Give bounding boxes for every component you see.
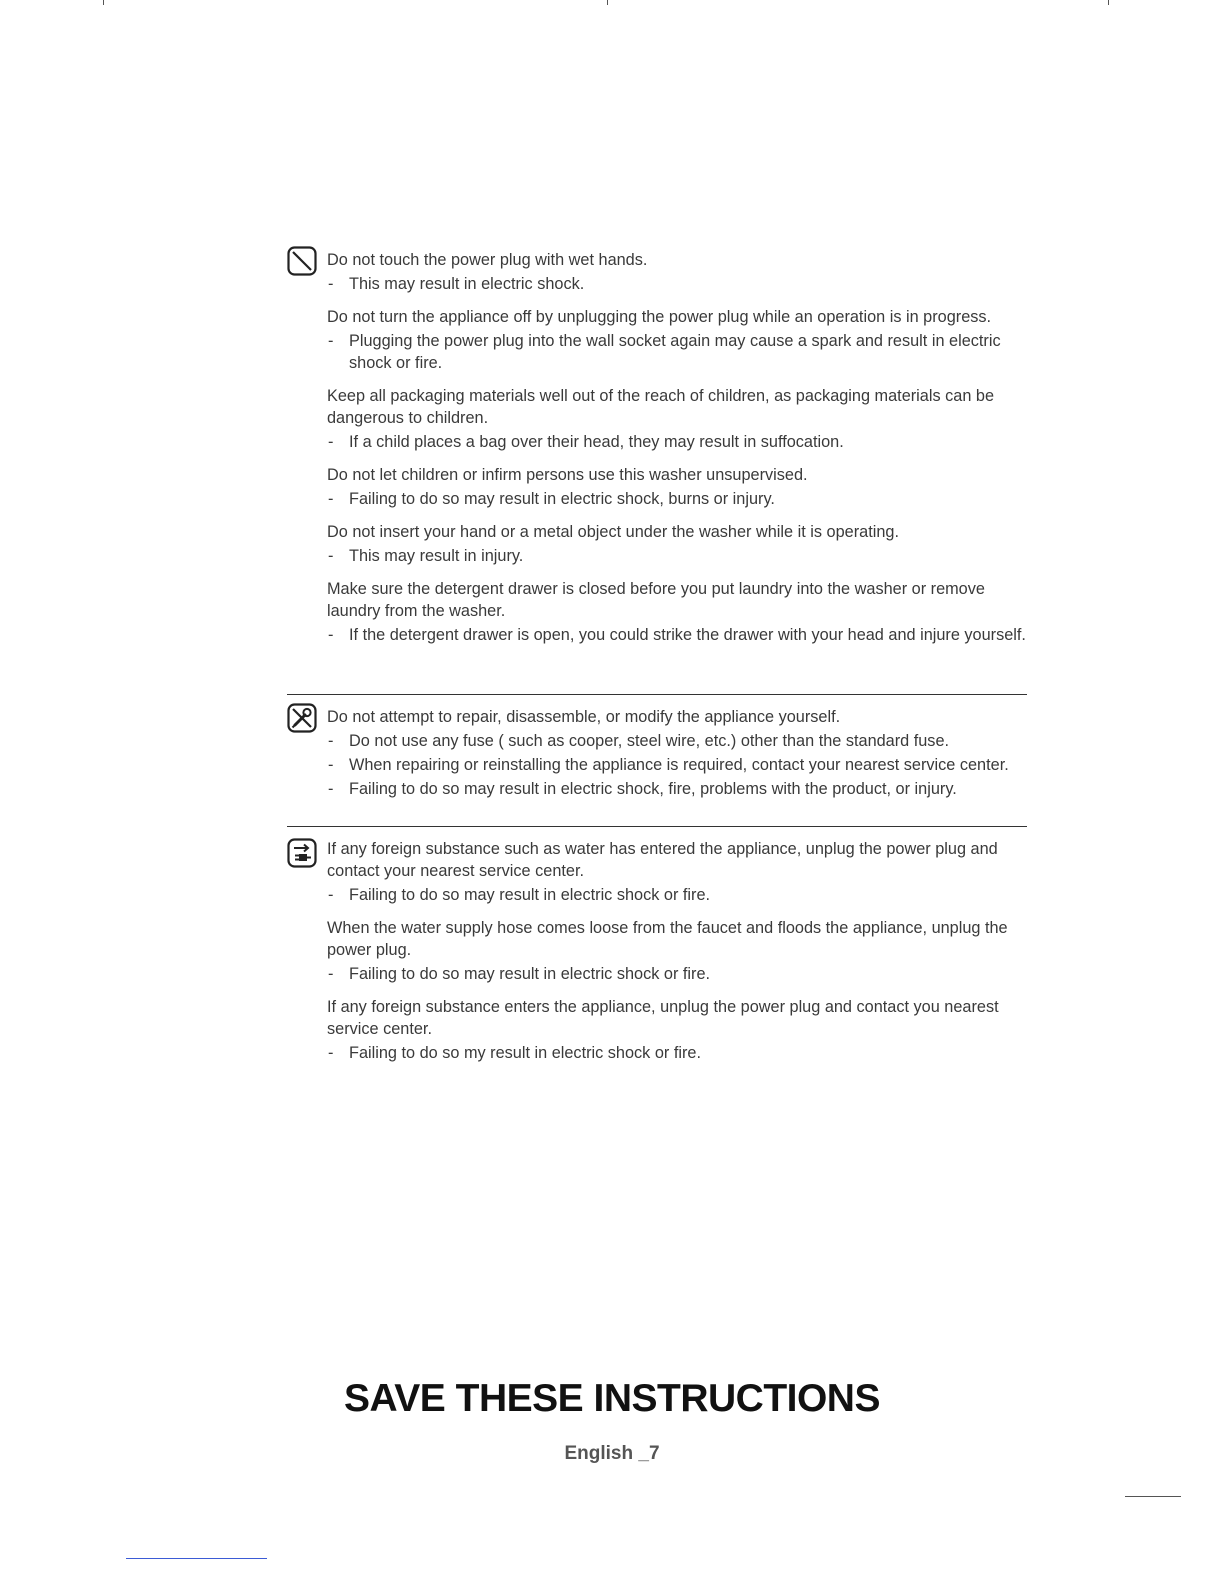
warning-section-repair bbox=[287, 706, 1027, 811]
warning-item bbox=[327, 996, 1027, 1064]
warning-text: Do not attempt to repair, disassemble, or modify the appliance yourself. bbox=[327, 708, 841, 726]
warning-item bbox=[327, 249, 1027, 295]
warning-consequence: - If the detergent drawer is open, you could strike the drawer with your head and injure yourself. bbox=[327, 624, 1027, 646]
warning-consequence: - When repairing or reinstalling the appliance is required, contact your nearest service center. bbox=[327, 754, 1027, 776]
warning-section-unplug bbox=[287, 838, 1027, 1075]
crop-mark bbox=[1125, 1496, 1181, 1497]
unplug-icon bbox=[287, 838, 317, 868]
crop-mark bbox=[1108, 0, 1109, 5]
warning-consequence: - This may result in electric shock. bbox=[327, 273, 1027, 295]
warning-section-electrical bbox=[287, 249, 1027, 657]
warning-consequence: - Failing to do so may result in electric shock, burns or injury. bbox=[327, 488, 1027, 510]
crop-mark bbox=[607, 0, 608, 5]
warning-item bbox=[327, 521, 1027, 567]
warning-consequence: - Failing to do so my result in electric shock or fire. bbox=[327, 1042, 1027, 1064]
warning-item bbox=[327, 306, 1027, 374]
no-disassembly-icon bbox=[287, 703, 317, 733]
page-number: English _7 bbox=[564, 1443, 660, 1464]
crop-mark bbox=[103, 0, 104, 5]
warning-consequence: - Do not use any fuse ( such as cooper, steel wire, etc.) other than the standard fuse. bbox=[327, 730, 1027, 752]
warning-text: If any foreign substance such as water has entered the appliance, unplug the power plug and contact your nearest service center. bbox=[327, 840, 998, 880]
warning-consequence: - If a child places a bag over their head, they may result in suffocation. bbox=[327, 431, 1027, 453]
warning-item bbox=[327, 464, 1027, 510]
warning-text: Make sure the detergent drawer is closed before you put laundry into the washer or remove laundry from the washer. bbox=[327, 580, 985, 620]
section-divider bbox=[287, 826, 1027, 827]
save-instructions-heading: SAVE THESE INSTRUCTIONS bbox=[343, 1377, 880, 1420]
warning-text: Do not turn the appliance off by unplugging the power plug while an operation is in progress. bbox=[327, 308, 992, 326]
warning-consequence: - Failing to do so may result in electric shock or fire. bbox=[327, 963, 1027, 985]
warning-item bbox=[327, 838, 1027, 906]
warning-item bbox=[327, 385, 1027, 453]
warning-text: Do not touch the power plug with wet hands. bbox=[327, 251, 648, 269]
warning-item bbox=[327, 917, 1027, 985]
section-divider bbox=[287, 694, 1027, 695]
warning-consequence: - Failing to do so may result in electric shock, fire, problems with the product, or injury. bbox=[327, 778, 1027, 800]
warning-text: If any foreign substance enters the appliance, unplug the power plug and contact you nearest service center. bbox=[327, 998, 999, 1038]
crop-mark bbox=[126, 1558, 267, 1559]
warning-consequence: - This may result in injury. bbox=[327, 545, 1027, 567]
no-touch-prohibited-icon bbox=[287, 246, 317, 276]
warning-text: Do not let children or infirm persons use this washer unsupervised. bbox=[327, 466, 808, 484]
warning-item bbox=[327, 578, 1027, 646]
warning-text: When the water supply hose comes loose from the faucet and floods the appliance, unplug the power plug. bbox=[327, 919, 1008, 959]
warning-text: Keep all packaging materials well out of the reach of children, as packaging materials can be dangerous to children. bbox=[327, 387, 995, 427]
warning-consequence: - Failing to do so may result in electric shock or fire. bbox=[327, 884, 1027, 906]
warning-consequence: - Plugging the power plug into the wall socket again may cause a spark and result in electric shock or fire. bbox=[327, 330, 1027, 374]
warning-text: Do not insert your hand or a metal object under the washer while it is operating. bbox=[327, 523, 899, 541]
warning-item bbox=[327, 706, 1027, 800]
